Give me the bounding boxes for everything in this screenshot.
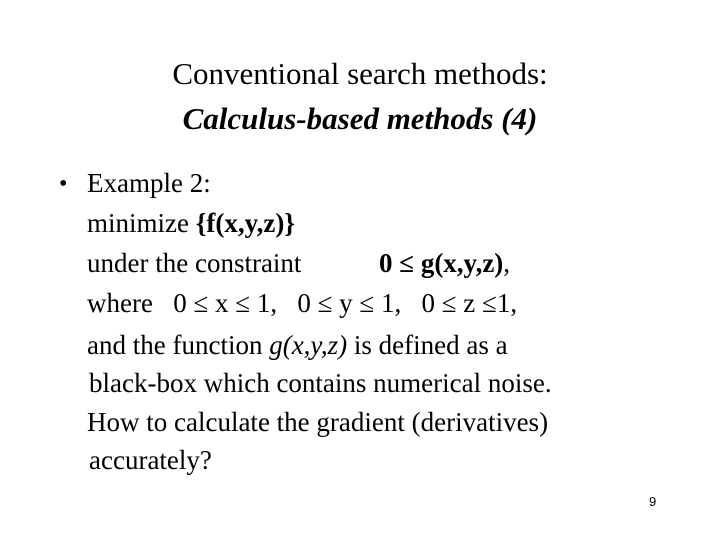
- function-name: g(x,y,z): [269, 330, 348, 360]
- minimize-line: [87, 205, 295, 241]
- constraint-comma: ,: [503, 248, 511, 278]
- bullet-marker: •: [59, 171, 68, 197]
- example-heading: Example 2:: [87, 168, 211, 198]
- black-box-line: black-box which contains numerical noise.: [89, 368, 552, 398]
- objective-function: {f(x,y,z)}: [195, 208, 295, 238]
- slide-title-line2: Calculus-based methods (4): [182, 101, 538, 136]
- constraint-label: under the constraint: [87, 248, 302, 278]
- gradient-question-line: How to calculate the gradient (derivatives): [87, 407, 549, 437]
- bounds-line: where 0 ≤ x ≤ 1, 0 ≤ y ≤ 1, 0 ≤ z ≤1,: [87, 288, 518, 318]
- function-def-rest: is defined as a: [347, 330, 508, 360]
- function-def-text: and the function: [87, 330, 270, 360]
- constraint-expression-line: [379, 245, 510, 281]
- minimize-label: minimize: [87, 208, 196, 238]
- page-number: 9: [649, 494, 657, 509]
- function-def-line: [87, 327, 508, 363]
- slide-title-line1: Conventional search methods:: [172, 56, 548, 91]
- constraint-expression: 0 ≤ g(x,y,z): [379, 248, 504, 278]
- accurately-line: accurately?: [89, 445, 212, 475]
